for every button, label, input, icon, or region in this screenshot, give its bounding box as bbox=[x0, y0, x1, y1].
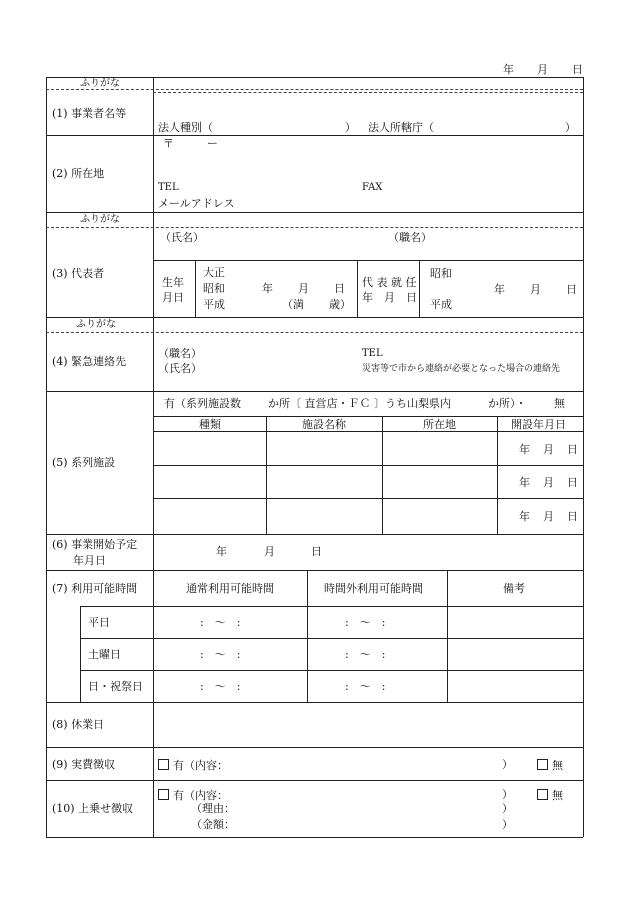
actual-cost-no-text: 無 bbox=[552, 759, 563, 772]
email-label: メールアドレス bbox=[158, 197, 235, 210]
birth-day: 日 bbox=[334, 282, 345, 295]
furigana-label-3: ふりがな bbox=[76, 319, 116, 330]
open-year-3: 年 bbox=[519, 510, 530, 523]
row3-v1 bbox=[195, 260, 196, 317]
row5-v2 bbox=[382, 416, 383, 534]
postal-mark: 〒 ー bbox=[163, 137, 218, 150]
row2-label: (2) 所在地 bbox=[52, 167, 105, 180]
sep-4 bbox=[46, 391, 583, 392]
row1-label: (1) 事業者名等 bbox=[52, 107, 127, 120]
rep-name-label: （氏名） bbox=[160, 231, 204, 244]
col-open-date: 開設年月日 bbox=[511, 418, 566, 431]
birth-label-1: 生年 bbox=[162, 276, 184, 289]
corp-type-label: 法人種別（ bbox=[158, 121, 213, 134]
row7-v2 bbox=[447, 570, 448, 702]
furigana-sep-1 bbox=[46, 89, 583, 90]
row10-label: (10) 上乗せ徴収 bbox=[52, 802, 134, 815]
open-day-2: 日 bbox=[567, 476, 578, 489]
col-normal-hours: 通常利用可能時間 bbox=[186, 582, 274, 595]
affiliate-has: 有（系列施設数 bbox=[164, 397, 241, 410]
sep-3 bbox=[46, 317, 583, 318]
col-overtime-hours: 時間外利用可能時間 bbox=[324, 582, 423, 595]
frame-left bbox=[46, 77, 47, 837]
weekday-overtime-time: : 〜 : bbox=[345, 616, 386, 629]
frame-bottom bbox=[46, 837, 583, 838]
emergency-tel: TEL bbox=[362, 348, 383, 359]
jurisdiction-close: ） bbox=[565, 121, 576, 134]
actual-cost-no[interactable] bbox=[537, 759, 563, 771]
appoint-month: 月 bbox=[530, 283, 541, 296]
start-year: 年 bbox=[216, 545, 227, 558]
row4-label: (4) 緊急連絡先 bbox=[52, 355, 127, 368]
affiliate-none: 無 bbox=[554, 397, 565, 410]
actual-cost-yes[interactable] bbox=[158, 759, 228, 771]
extra-cost-yes-text: 有（内容： bbox=[173, 789, 228, 802]
tel-label: TEL bbox=[158, 182, 179, 193]
weekday-normal-time: : 〜 : bbox=[200, 616, 241, 629]
birth-year: 年 bbox=[262, 282, 273, 295]
col-remarks: 備考 bbox=[503, 582, 525, 595]
sep-1 bbox=[46, 135, 583, 136]
emergency-title: （職名） bbox=[158, 347, 202, 360]
open-year-2: 年 bbox=[519, 476, 530, 489]
extra-cost-no[interactable] bbox=[537, 789, 563, 801]
open-year-1: 年 bbox=[519, 443, 530, 456]
affiliate-yamanashi: か所）・ bbox=[488, 397, 527, 410]
row3-v2 bbox=[357, 260, 358, 317]
row3-inner-sep bbox=[153, 260, 583, 261]
birth-month: 月 bbox=[298, 282, 309, 295]
emergency-note: 災害等で市から連絡が必要となった場合の連絡先 bbox=[362, 364, 561, 374]
row5-v1 bbox=[266, 416, 267, 534]
open-month-2: 月 bbox=[543, 476, 554, 489]
row7-v0 bbox=[80, 606, 81, 702]
header-day: 日 bbox=[572, 63, 583, 76]
appoint-label-2: 年 月 日 bbox=[362, 291, 417, 304]
era-taisho: 大正 bbox=[203, 266, 225, 279]
row7-sep-c bbox=[80, 670, 583, 671]
corp-type-close: ） bbox=[345, 121, 356, 134]
row7-v1 bbox=[307, 570, 308, 702]
age-open: （満 bbox=[282, 298, 304, 311]
frame-top bbox=[46, 77, 583, 78]
open-month-3: 月 bbox=[543, 510, 554, 523]
row5-sep-c bbox=[153, 465, 583, 466]
furigana-label-1: ふりがな bbox=[80, 78, 120, 89]
sep-9 bbox=[46, 780, 583, 781]
holiday-normal-time: : 〜 : bbox=[200, 680, 241, 693]
row6-label-2: 年月日 bbox=[73, 554, 106, 567]
furigana-sep-2 bbox=[46, 227, 583, 228]
appoint-year: 年 bbox=[494, 283, 505, 296]
era-showa: 昭和 bbox=[203, 282, 225, 295]
appoint-era-heisei: 平成 bbox=[430, 298, 452, 311]
checkbox-icon[interactable] bbox=[158, 759, 169, 770]
appoint-label-1: 代 表 就 任 bbox=[362, 276, 417, 289]
fax-label: FAX bbox=[362, 182, 383, 193]
col-facility-name: 施設名称 bbox=[302, 418, 346, 431]
actual-cost-close: ） bbox=[502, 758, 513, 771]
start-day: 日 bbox=[311, 545, 322, 558]
furigana-label-2: ふりがな bbox=[80, 214, 120, 225]
sep-5 bbox=[46, 534, 583, 535]
extra-cost-no-text: 無 bbox=[552, 789, 563, 802]
extra-cost-close-3: ） bbox=[502, 818, 513, 831]
open-day-1: 日 bbox=[567, 443, 578, 456]
checkbox-icon[interactable] bbox=[537, 789, 548, 800]
furigana-sep-1b bbox=[153, 92, 583, 93]
extra-cost-reason: （理由： bbox=[191, 802, 235, 815]
open-month-1: 月 bbox=[543, 443, 554, 456]
sep-8 bbox=[46, 747, 583, 748]
furigana-sep-3 bbox=[46, 332, 583, 333]
affiliate-count-text: か所〔 直営店・ＦＣ 〕うち山梨県内 bbox=[268, 397, 451, 410]
row5-label: (5) 系列施設 bbox=[52, 456, 116, 469]
day-holiday: 日・祝祭日 bbox=[88, 680, 143, 693]
sep-6 bbox=[46, 570, 583, 571]
checkbox-icon[interactable] bbox=[537, 759, 548, 770]
checkbox-icon[interactable] bbox=[158, 789, 169, 800]
day-saturday: 土曜日 bbox=[88, 648, 121, 661]
appoint-era-showa: 昭和 bbox=[430, 267, 452, 280]
row9-label: (9) 実費徴収 bbox=[52, 758, 116, 771]
extra-cost-yes[interactable] bbox=[158, 789, 228, 801]
row7-sep-b bbox=[80, 638, 583, 639]
jurisdiction-label: 法人所轄庁（ bbox=[368, 121, 434, 134]
row3-label: (3) 代表者 bbox=[52, 267, 105, 280]
row7-label: (7) 利用可能時間 bbox=[52, 582, 138, 595]
birth-label-2: 月日 bbox=[162, 291, 184, 304]
frame-right bbox=[583, 77, 584, 837]
day-weekday: 平日 bbox=[88, 616, 110, 629]
col-type: 種類 bbox=[199, 418, 221, 431]
row5-sep-d bbox=[153, 498, 583, 499]
row8-label: (8) 休業日 bbox=[52, 718, 105, 731]
start-month: 月 bbox=[264, 545, 275, 558]
row7-sep-a bbox=[80, 606, 583, 607]
row5-v3 bbox=[497, 416, 498, 534]
row5-sep-b bbox=[153, 431, 583, 432]
extra-cost-close-1: ） bbox=[502, 788, 513, 801]
saturday-normal-time: : 〜 : bbox=[200, 648, 241, 661]
saturday-overtime-time: : 〜 : bbox=[345, 648, 386, 661]
extra-cost-amount: （金額： bbox=[191, 818, 235, 831]
label-column-divider bbox=[153, 77, 154, 837]
rep-title-label: （職名） bbox=[388, 231, 432, 244]
sep-2 bbox=[46, 212, 583, 213]
age-close: 歳） bbox=[329, 298, 351, 311]
row3-v3 bbox=[419, 260, 420, 317]
row5-sep-a bbox=[153, 416, 583, 417]
holiday-overtime-time: : 〜 : bbox=[345, 680, 386, 693]
actual-cost-yes-text: 有（内容： bbox=[173, 759, 228, 772]
header-year: 年 bbox=[503, 63, 514, 76]
col-address: 所在地 bbox=[423, 418, 456, 431]
row6-label-1: (6) 事業開始予定 bbox=[52, 538, 138, 551]
sep-7 bbox=[46, 702, 583, 703]
emergency-name: （氏名） bbox=[158, 362, 202, 375]
header-month: 月 bbox=[537, 63, 548, 76]
extra-cost-close-2: ） bbox=[502, 802, 513, 815]
appoint-day: 日 bbox=[566, 283, 577, 296]
open-day-3: 日 bbox=[567, 510, 578, 523]
era-heisei: 平成 bbox=[203, 298, 225, 311]
